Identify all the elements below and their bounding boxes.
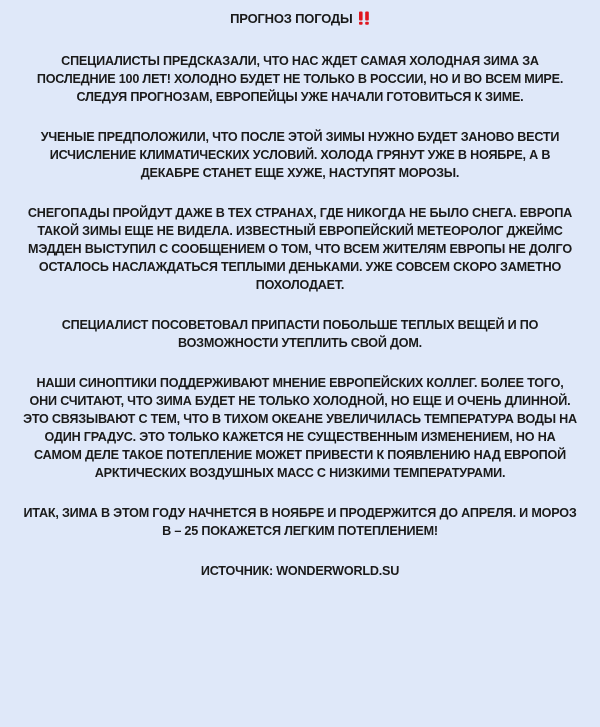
post-title: ПРОГНОЗ ПОГОДЫ [230,11,353,26]
paragraph-advice: СПЕЦИАЛИСТ ПОСОВЕТОВАЛ ПРИПАСТИ ПОБОЛЬШЕ ТЕПЛЫХ ВЕЩЕЙ И ПО ВОЗМОЖНОСТИ УТЕПЛИТЬ СВОЙ ДОМ. [61,318,539,350]
paragraph-snowfall: СНЕГОПАДЫ ПРОЙДУТ ДАЖЕ В ТЕХ СТРАНАХ, ГДЕ НИКОГДА НЕ БЫЛО СНЕГА. ЕВРОПА ТАКОЙ ЗИМЫ ЕЩЕ НЕ ВИДЕЛА. ИЗВЕСТНЫЙ ЕВРОПЕЙСКИЙ МЕТЕОРОЛОГ ДЖЕЙМС МЭДДЕН ВЫСТУПИЛ С СООБЩЕНИЕМ О ТОМ, ЧТО ВСЕМ ЖИТЕЛЯМ ЕВРОПЫ НЕ ДОЛГО ОСТАЛОСЬ НАСЛАЖДАТЬСЯ ТЕПЛЫМИ ДЕНЬКАМИ. УЖЕ СОВСЕМ СКОРО ЗАМЕТНО ПОХОЛОДАЕТ. [27,206,573,292]
paragraph-summary: ИТАК, ЗИМА В ЭТОМ ГОДУ НАЧНЕТСЯ В НОЯБРЕ И ПРОДЕРЖИТСЯ ДО АПРЕЛЯ. И МОРОЗ В – 25 ПОКАЖЕТСЯ ЛЕГКИМ ПОТЕПЛЕНИЕМ! [23,506,577,538]
paragraph-forecasters: НАШИ СИНОПТИКИ ПОДДЕРЖИВАЮТ МНЕНИЕ ЕВРОПЕЙСКИХ КОЛЛЕГ. БОЛЕЕ ТОГО, ОНИ СЧИТАЮТ, ЧТО ЗИМА БУДЕТ НЕ ТОЛЬКО ХОЛОДНОЙ, НО ЕЩЕ И ОЧЕНЬ ДЛИННОЙ. ЭТО СВЯЗЫВАЮТ С ТЕМ, ЧТО В ТИХОМ ОКЕАНЕ УВЕЛИЧИЛАСЬ ТЕМПЕРАТУРА ВОДЫ НА ОДИН ГРАДУС. ЭТО ТОЛЬКО КАЖЕТСЯ НЕ СУЩЕСТВЕННЫМ ИЗМЕНЕНИЕМ, НО НА САМОМ ДЕЛЕ ТАКОЕ ПОТЕПЛЕНИЕ МОЖЕТ ПРИВЕСТИ К ПОЯВЛЕНИЮ НАД ЕВРОПОЙ АРКТИЧЕСКИХ ВОЗДУШНЫХ МАСС С НИЗКИМИ ТЕМПЕРАТУРАМИ. [23,376,577,480]
paragraph-intro: СПЕЦИАЛИСТЫ ПРЕДСКАЗАЛИ, ЧТО НАС ЖДЕТ САМАЯ ХОЛОДНАЯ ЗИМА ЗА ПОСЛЕДНИЕ 100 ЛЕТ! ХОЛОДНО БУДЕТ НЕ ТОЛЬКО В РОССИИ, НО И ВО ВСЕМ МИРЕ. СЛЕДУЯ ПРОГНОЗАМ, ЕВРОПЕЙЦЫ УЖЕ НАЧАЛИ ГОТОВИТЬСЯ К ЗИМЕ. [36,54,564,104]
paragraph-scientists: УЧЕНЫЕ ПРЕДПОЛОЖИЛИ, ЧТО ПОСЛЕ ЭТОЙ ЗИМЫ НУЖНО БУДЕТ ЗАНОВО ВЕСТИ ИСЧИСЛЕНИЕ КЛИМАТИЧЕСКИХ УСЛОВИЙ. ХОЛОДА ГРЯНУТ УЖЕ В НОЯБРЕ, А В ДЕКАБРЕ СТАНЕТ ЕЩЕ ХУЖЕ, НАСТУПЯТ МОРОЗЫ. [40,130,560,180]
source-line: ИСТОЧНИК: WONDERWORLD.SU [200,564,400,578]
post-title-row [22,10,578,30]
double-exclamation-icon [358,11,370,30]
